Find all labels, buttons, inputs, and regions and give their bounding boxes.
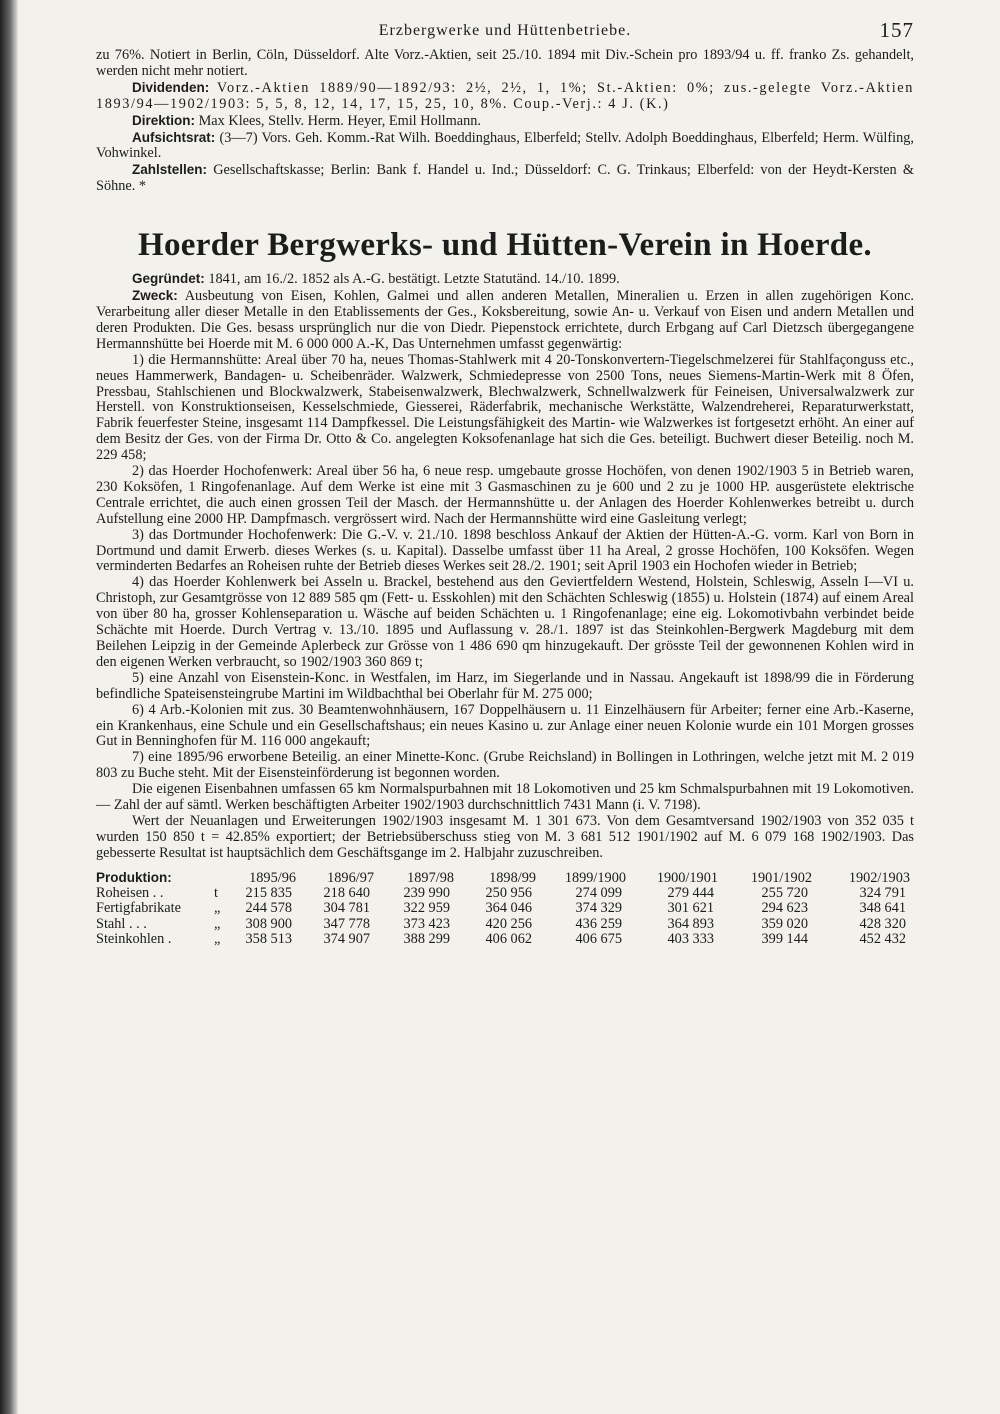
- table-cell: 388 299: [403, 931, 450, 948]
- item-minette-konc: 7) eine 1895/96 erworbene Beteilig. an einer Minette-Konc. (Grube Reichsland) in Bollingen in Lothringen, welche jetzt mit M. 2 019 803 zu Buche steht. Mit der Eisensteinförderung ist begonnen worden.: [96, 749, 914, 782]
- year-header: 1900/1901: [656, 869, 718, 886]
- row-unit: „: [214, 915, 221, 932]
- year-header: 1898/99: [489, 869, 536, 886]
- table-cell: 304 781: [323, 900, 370, 917]
- year-header: 1899/1900: [564, 869, 626, 886]
- table-row: [96, 886, 914, 902]
- row-unit: „: [214, 900, 221, 917]
- item-arbeiter-kolonien: 6) 4 Arb.-Kolonien mit zus. 30 Beamtenwohnhäusern, 167 Doppelhäusern u. 11 Einzelhäusern für Arbeiter; ferner eine Arb.-Kaserne, ein Krankenhaus, eine Schule und ein Gesellschaftshaus; ein neues Kasino u. zur Anlage einer neuen Kolonie wurde ein 101 Morgen grosses Gut in Benninghofen für M. 116 000 angekauft;: [96, 701, 914, 750]
- aufsichtsrat-text: (3—7) Vors. Geh. Komm.-Rat Wilh. Boeddinghaus, Elberfeld; Stellv. Adolph Boeddinghaus, Elberfeld; Herm. Wülfing, Vohwinkel.: [96, 129, 915, 162]
- zweck-text: Ausbeutung von Eisen, Kohlen, Galmei und allen anderen Metallen, Mineralien u. Erzen in allen zugehörigen Konc. Verarbeitung aller dieser Metalle in den Etablissements der Ges., Koksbereitung, sowie An- u. Verkauf von Eisen und andern Metallen und deren Produkten. Die Ges. besass ursprünglich nur die von Diedr. Piepenstock errichtete, durch Erbgang auf Carl Dietzsch übergegangene Hermannshütte bei Hoerde mit M. 6 000 000 A.-K, Das Unternehmen umfasst gegenwärtig:: [96, 288, 915, 352]
- table-cell: 215 835: [245, 884, 292, 901]
- item-hermannshuette: 1) die Hermannshütte: Areal über 70 ha, neues Thomas-Stahlwerk mit 4 20-Tonskonvertern-Tiegelschmelzerei für Stahlfaçonguss etc., neues Hammerwerk, Bandagen- u. Scheibenräder. Walzwerk, Schmiedepresse von 2500 Tons, neues Siemens-Martin-Werk mit 8 Öfen, Pressbau, Stahlschienen und Blockwalzwerk, Stabeisenwalzwerk, Blechwalzwerk, Schnellwalzwerk für Feineisen, Universalwalzwerk zur Herstell. von Konstruktionseisen, Kesselschmiede, Giesserei, Räderfabrik, mechanische Werkstätte, Walzendreherei, Reparaturwerkstatt, Fabrik feuerfester Steine, insgesamt 114 Dampfkessel. Die Leistungsfähigkeit des Martin- wie Walzwerkes ist fortgesetzt erhöht. An einer auf dem Besitz der Ges. von der Firma Dr. Otto & Co. angelegten Koksofenanlage hat sich die Ges. beteiligt. Buchwert dieser Beteilig. noch M. 229 458;: [96, 351, 914, 464]
- item-hochofenwerk-dortmund: 3) das Dortmunder Hochofenwerk: Die G.-V. v. 21./10. 1898 beschloss Ankauf der Aktien der Hütten-A.-G. vorm. Karl von Born in Dortmund und damit Erwerb. dieses Werkes (s. u. Kapital). Dasselbe umfasst über 11 ha Areal, 2 grosse Hochöfen, 100 Koksöfen. Wegen verminderten Bedarfes an Roheisen ruhte der Betrieb dieses Werkes seit 28./2. 1901; seit April 1903 ein Hochofen wieder in Betrieb;: [96, 526, 914, 575]
- table-row: [96, 901, 914, 917]
- aufsichtsrat-label: Aufsichtsrat:: [132, 129, 216, 145]
- table-cell: 364 046: [485, 900, 532, 917]
- direktion-label: Direktion:: [132, 112, 196, 128]
- row-label: Stahl . . .: [96, 915, 147, 932]
- zahlstellen-label: Zahlstellen:: [132, 162, 208, 178]
- row-label: Roheisen . .: [96, 884, 164, 901]
- item-eisenstein-konc: 5) eine Anzahl von Eisenstein-Konc. in Westfalen, im Harz, im Siegerlande und in Nassau. Angekauft ist 1898/99 die in Förderung befindliche Spateisensteingrube Martini im Wildbachthal bei Oberlahr für M. 275 000;: [96, 669, 914, 702]
- produktion-label: Produktion:: [96, 869, 172, 885]
- dividenden-text: Vorz.-Aktien 1889/90—1892/93: 2½, 2½, 1, 1%; St.-Aktien: 0%; zus.-gelegte Vorz.-Aktien 1893/94—1902/1903: 5, 5, 8, 12, 14, 17, 15, 25, 10, 8%. Coup.-Verj.: 4 J. (K.): [96, 79, 914, 112]
- table-cell: 428 320: [859, 915, 906, 932]
- eisenbahnen-paragraph: Die eigenen Eisenbahnen umfassen 65 km Normalspurbahnen mit 18 Lokomotiven und 25 km Schmalspurbahnen mit 19 Lokomotiven. — Zahl der auf sämtl. Werken beschäftigten Arbeiter 1902/1903 durchschnittlich 7431 Mann (i. V. 7198).: [96, 781, 914, 814]
- row-label: Steinkohlen .: [96, 931, 172, 948]
- table-cell: 274 099: [575, 884, 622, 901]
- table-cell: 218 640: [323, 884, 370, 901]
- row-unit: t: [214, 884, 218, 901]
- table-cell: 399 144: [761, 931, 808, 948]
- table-row: [96, 917, 914, 933]
- produktion-table: [96, 870, 914, 948]
- table-cell: 406 675: [575, 931, 622, 948]
- produktion-header-row: [96, 870, 914, 886]
- direktion-paragraph: [96, 113, 914, 130]
- running-title: Erzbergwerke und Hüttenbetriebe.: [378, 22, 632, 39]
- previous-company-entry: [96, 48, 914, 195]
- item-kohlenwerk: 4) das Hoerder Kohlenwerk bei Asseln u. Brackel, bestehend aus den Geviertfeldern Westend, Holstein, Schleswig, Asseln I—VI u. Christoph, zur Gesamtgrösse von 12 889 585 qm (Fett- u. Esskohlen) mit den Schächten Schleswig (1855) u. Holstein (1874) auf einem Areal von über 80 ha, grosser Kohlenseparation u. Wäsche auf beiden Schächten u. 1 Ringofenanlage; eine eig. Lokomotivbahn verbindet beide Schächte mit Hoerde. Durch Vertrag v. 13./10. 1895 und Auflassung v. 28./1. 1897 ist das Steinkohlen-Bergwerk Magdeburg mit dem Beilehen Leipzig in der Gemeinde Aplerbeck zur Grösse von 1 486 690 qm hinzugekauft. Der grösste Teil der gewonnenen Kohlen wird in den eigenen Werken verbraucht, so 1902/1903 360 869 t;: [96, 574, 914, 670]
- table-cell: 359 020: [761, 915, 808, 932]
- table-cell: 255 720: [761, 884, 808, 901]
- year-header: 1902/1903: [848, 869, 910, 886]
- aufsichtsrat-paragraph: [96, 130, 914, 163]
- table-cell: 373 423: [403, 915, 450, 932]
- document-page: [96, 18, 914, 948]
- year-header: 1896/97: [327, 869, 374, 886]
- year-header: 1897/98: [407, 869, 454, 886]
- gegruendet-text: 1841, am 16./2. 1852 als A.-G. bestätigt. Letzte Statutänd. 14./10. 1899.: [208, 271, 620, 288]
- table-row: [96, 932, 914, 948]
- table-cell: 244 578: [245, 900, 292, 917]
- table-cell: 374 329: [575, 900, 622, 917]
- year-header: 1901/1902: [750, 869, 812, 886]
- dividenden-paragraph: [96, 80, 914, 113]
- table-cell: 364 893: [667, 915, 714, 932]
- table-cell: 358 513: [245, 931, 292, 948]
- table-cell: 348 641: [859, 900, 906, 917]
- row-label: Fertigfabrikate: [96, 900, 181, 917]
- zweck-label: Zweck:: [132, 288, 178, 304]
- table-cell: 420 256: [485, 915, 532, 932]
- row-unit: „: [214, 931, 221, 948]
- table-cell: 436 259: [575, 915, 622, 932]
- direktion-text: Max Klees, Stellv. Herm. Heyer, Emil Hollmann.: [198, 112, 481, 129]
- dividenden-label: Dividenden:: [132, 79, 210, 95]
- table-cell: 452 432: [859, 931, 906, 948]
- table-cell: 406 062: [485, 931, 532, 948]
- running-header: [96, 18, 914, 48]
- table-cell: 347 778: [323, 915, 370, 932]
- table-cell: 403 333: [667, 931, 714, 948]
- table-cell: 239 990: [403, 884, 450, 901]
- table-cell: 308 900: [245, 915, 292, 932]
- zahlstellen-paragraph: [96, 162, 914, 195]
- company-title: Hoerder Bergwerks- und Hütten-Verein in Hoerde.: [138, 227, 872, 264]
- zahlstellen-text: Gesellschaftskasse; Berlin: Bank f. Handel u. Ind.; Düsseldorf: C. G. Trinkaus; Elberfeld: von der Heydt-Kersten & Söhne. *: [96, 162, 914, 195]
- zweck-paragraph: [96, 288, 914, 353]
- item-hochofenwerk-hoerde: 2) das Hoerder Hochofenwerk: Areal über 56 ha, 6 neue resp. umgebaute grosse Hochöfen, von denen 1902/1903 5 in Betrieb waren, 230 Koksöfen, 1 Ringofenanlage. Auf dem Werke ist eine mit 3 Gasmaschinen zu je 600 und 2 zu je 1000 HP. ausgerüstete elektrische Centrale errichtet, die auch einen grossen Teil der Masch. der Hermannshütte u. der Anlagen des Hoerder Kohlenwerkes betreibt u. durch Aufstellung eine 2000 HP. Dampfmasch. vergrössert wird. Nach der Hermannshütte wird eine Gasleitung verlegt;: [96, 463, 914, 527]
- table-cell: 250 956: [485, 884, 532, 901]
- table-cell: 324 791: [859, 884, 906, 901]
- gegruendet-paragraph: [96, 271, 914, 288]
- page-number: 157: [879, 18, 914, 42]
- table-cell: 279 444: [667, 884, 714, 901]
- gegruendet-label: Gegründet:: [132, 271, 205, 287]
- table-cell: 322 959: [403, 900, 450, 917]
- previous-intro: zu 76%. Notiert in Berlin, Cöln, Düsseldorf. Alte Vorz.-Aktien, seit 25./10. 1894 mit Div.-Schein pro 1893/94 u. ff. franko Zs. gehandelt, werden nicht mehr notiert.: [96, 47, 914, 79]
- wert-paragraph: Wert der Neuanlagen und Erweiterungen 1902/1903 insgesamt M. 1 301 673. Von dem Gesamtversand 1902/1903 von 352 035 t wurden 150 850 t = 42.85% exportiert; der Betriebsüberschuss stieg von M. 3 681 512 1901/1902 auf M. 6 079 168 1902/1903. Das gebesserte Resultat ist hauptsächlich dem Geschäftsgange im 2. Halbjahr zuzuschreiben.: [96, 812, 914, 861]
- book-spine-shadow: [0, 0, 18, 1414]
- table-cell: 294 623: [761, 900, 808, 917]
- year-header: 1895/96: [249, 869, 296, 886]
- table-cell: 374 907: [323, 931, 370, 948]
- table-cell: 301 621: [667, 900, 714, 917]
